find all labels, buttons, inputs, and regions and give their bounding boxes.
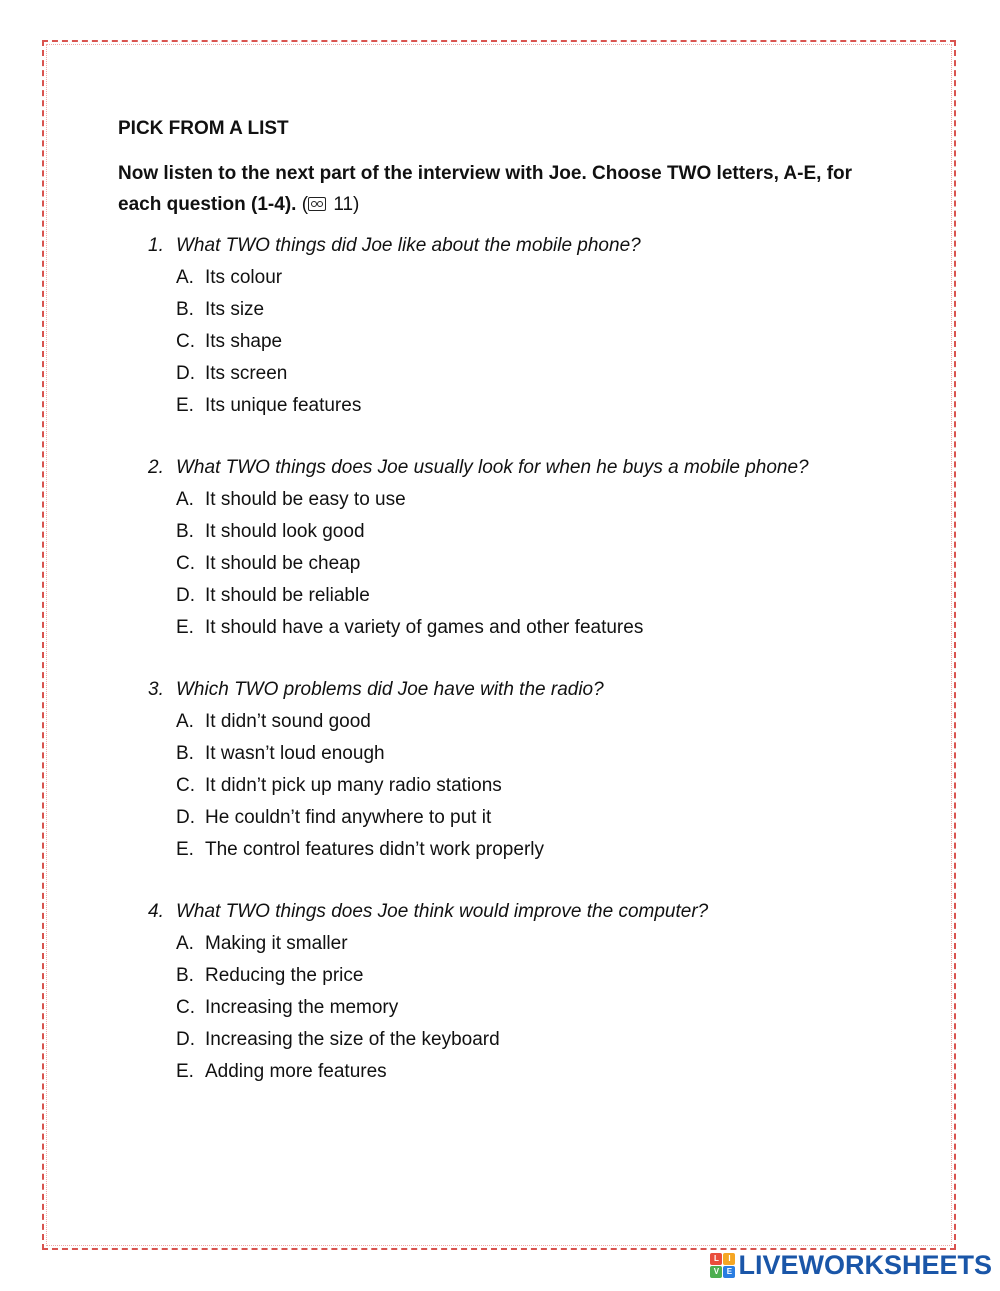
option-text: Its colour xyxy=(205,267,283,288)
option-letter: B. xyxy=(176,965,194,986)
option-text: It wasn’t loud enough xyxy=(205,743,385,764)
question-4 xyxy=(118,896,898,1088)
track-reference: ( 11) xyxy=(301,194,360,215)
instructions-text: Now listen to the next part of the interview with Joe. Choose TWO letters, A-E, for each question (1-4). xyxy=(118,163,853,215)
option-letter: B. xyxy=(176,299,194,320)
answer-option[interactable] xyxy=(118,516,898,548)
logo-text: LIVEWORKSHEETS xyxy=(738,1250,992,1280)
option-letter: C. xyxy=(176,331,195,352)
option-letter: D. xyxy=(176,363,195,384)
question-prompt xyxy=(118,896,898,928)
question-number: 2. xyxy=(148,457,164,478)
option-text: Its unique features xyxy=(205,395,362,416)
option-text: Its shape xyxy=(205,331,283,352)
answer-option[interactable] xyxy=(118,1024,898,1056)
answer-option[interactable] xyxy=(118,548,898,580)
option-text: It didn’t sound good xyxy=(205,711,371,732)
logo-mark-v: V xyxy=(710,1266,722,1278)
option-text: It didn’t pick up many radio stations xyxy=(205,775,502,796)
option-text: It should be reliable xyxy=(205,585,370,606)
answer-option[interactable] xyxy=(118,484,898,516)
answer-option[interactable] xyxy=(118,802,898,834)
answer-option[interactable] xyxy=(118,1056,898,1088)
question-prompt xyxy=(118,674,898,706)
answer-option[interactable] xyxy=(118,706,898,738)
option-letter: D. xyxy=(176,585,195,606)
option-letter: E. xyxy=(176,1061,194,1082)
answer-option[interactable] xyxy=(118,960,898,992)
question-number: 1. xyxy=(148,235,164,256)
option-text: It should look good xyxy=(205,521,365,542)
answer-option[interactable] xyxy=(118,326,898,358)
option-letter: A. xyxy=(176,267,194,288)
option-text: Reducing the price xyxy=(205,965,364,986)
question-text: What TWO things does Joe usually look for when he buys a mobile phone? xyxy=(176,457,809,478)
logo-mark-l: L xyxy=(710,1253,722,1265)
answer-option[interactable] xyxy=(118,834,898,866)
question-1 xyxy=(118,230,898,422)
liveworksheets-logo[interactable] xyxy=(710,1250,992,1281)
option-text: It should have a variety of games and other features xyxy=(205,617,644,638)
option-text: It should be cheap xyxy=(205,553,361,574)
worksheet-content xyxy=(118,118,898,1118)
option-text: He couldn’t find anywhere to put it xyxy=(205,807,492,828)
question-2 xyxy=(118,452,898,644)
logo-mark-i: I xyxy=(723,1253,735,1265)
option-letter: E. xyxy=(176,395,194,416)
logo-mark-e: E xyxy=(723,1266,735,1278)
track-number: 11 xyxy=(333,194,354,215)
option-text: The control features didn’t work properly xyxy=(205,839,544,860)
question-prompt xyxy=(118,452,898,484)
option-text: Increasing the memory xyxy=(205,997,399,1018)
answer-option[interactable] xyxy=(118,262,898,294)
question-text: What TWO things does Joe think would improve the computer? xyxy=(176,901,709,922)
answer-option[interactable] xyxy=(118,612,898,644)
answer-option[interactable] xyxy=(118,992,898,1024)
option-letter: C. xyxy=(176,553,195,574)
question-text: What TWO things did Joe like about the mobile phone? xyxy=(176,235,641,256)
answer-option[interactable] xyxy=(118,390,898,422)
option-letter: B. xyxy=(176,521,194,542)
option-text: Its screen xyxy=(205,363,288,384)
question-number: 3. xyxy=(148,679,164,700)
section-title: PICK FROM A LIST xyxy=(118,118,289,139)
question-list xyxy=(118,230,898,1088)
option-letter: E. xyxy=(176,839,194,860)
answer-option[interactable] xyxy=(118,294,898,326)
option-text: Increasing the size of the keyboard xyxy=(205,1029,500,1050)
option-letter: C. xyxy=(176,997,195,1018)
option-letter: E. xyxy=(176,617,194,638)
option-letter: B. xyxy=(176,743,194,764)
cassette-icon xyxy=(308,197,326,211)
answer-option[interactable] xyxy=(118,580,898,612)
answer-option[interactable] xyxy=(118,738,898,770)
option-letter: C. xyxy=(176,775,195,796)
logo-mark-icon xyxy=(710,1253,735,1278)
option-letter: A. xyxy=(176,489,194,510)
answer-option[interactable] xyxy=(118,358,898,390)
option-text: It should be easy to use xyxy=(205,489,406,510)
option-letter: D. xyxy=(176,807,195,828)
answer-option[interactable] xyxy=(118,928,898,960)
answer-option[interactable] xyxy=(118,770,898,802)
question-number: 4. xyxy=(148,901,164,922)
option-text: Its size xyxy=(205,299,265,320)
option-letter: D. xyxy=(176,1029,195,1050)
option-text: Making it smaller xyxy=(205,933,348,954)
question-text: Which TWO problems did Joe have with the radio? xyxy=(176,679,604,700)
option-letter: A. xyxy=(176,933,194,954)
option-text: Adding more features xyxy=(205,1061,387,1082)
question-prompt xyxy=(118,230,898,262)
option-letter: A. xyxy=(176,711,194,732)
question-3 xyxy=(118,674,898,866)
instructions xyxy=(118,158,898,220)
